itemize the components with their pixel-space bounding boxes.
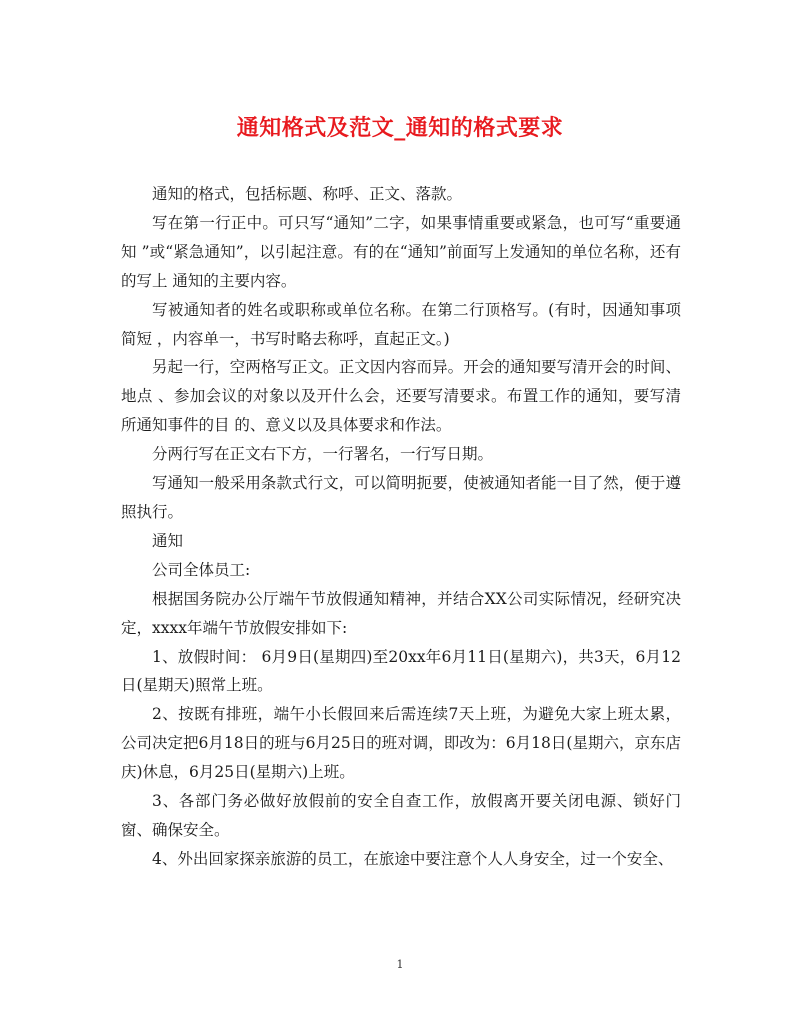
notice-salutation: 公司全体员工: [152, 560, 251, 579]
paragraph: 分两行写在正文右下方，一行署名，一行写日期。 [152, 445, 494, 464]
paragraph: 写被通知者的姓名或职称或单位名称。在第二行顶格写。(有时，因通知事项简短 ，内容单一，书写时略去称呼，直起正文。) [121, 300, 681, 348]
notice-heading: 通知 [152, 531, 184, 550]
paragraph: 另起一行，空两格写正文。正文因内容而异。开会的通知要写清开会的时间、地点 、参加会议的对象以及开什么会，还要写清要求。布置工作的通知，要写清所通知事件的目 的、意义以及具体要求和作法。 [121, 358, 681, 435]
paragraph: 通知的格式，包括标题、称呼、正文、落款。 [152, 185, 463, 203]
list-item: 4、外出回家探亲旅游的员工，在旅途中要注意个人人身安全，过一个安全、 [152, 849, 674, 868]
document-body [121, 180, 681, 874]
list-item: 3、各部门务必做好放假前的安全自查工作，放假离开要关闭电源、锁好门窗、确保安全。 [121, 792, 681, 839]
document-title: 通知格式及范文_通知的格式要求 [236, 115, 564, 141]
page-number: 1 [396, 958, 404, 971]
list-item: 1、放假时间： 6月9日(星期四)至20xx年6月11日(星期六)，共3天，6月12日(星期天)照常上班。 [121, 647, 681, 695]
paragraph: 写通知一般采用条款式行文，可以简明扼要，使被通知者能一目了然，便于遵照执行。 [121, 474, 681, 521]
paragraph: 根据国务院办公厅端午节放假通知精神，并结合XX公司实际情况，经研究决定，xxxx年端午节放假安排如下: [121, 589, 681, 637]
paragraph: 写在第一行正中。可只写“通知”二字，如果事情重要或紧急，也可写“重要通知 ”或“紧急通知”，以引起注意。有的在“通知”前面写上发通知的单位名称，还有的写上 通知的主要内容。 [121, 213, 681, 290]
list-item: 2、按既有排班，端午小长假回来后需连续7天上班，为避免大家上班太累，公司决定把6月18日的班与6月25日的班对调，即改为：6月18日(星期六，京东店庆)休息，6月25日(星期六)上班。 [121, 705, 681, 782]
